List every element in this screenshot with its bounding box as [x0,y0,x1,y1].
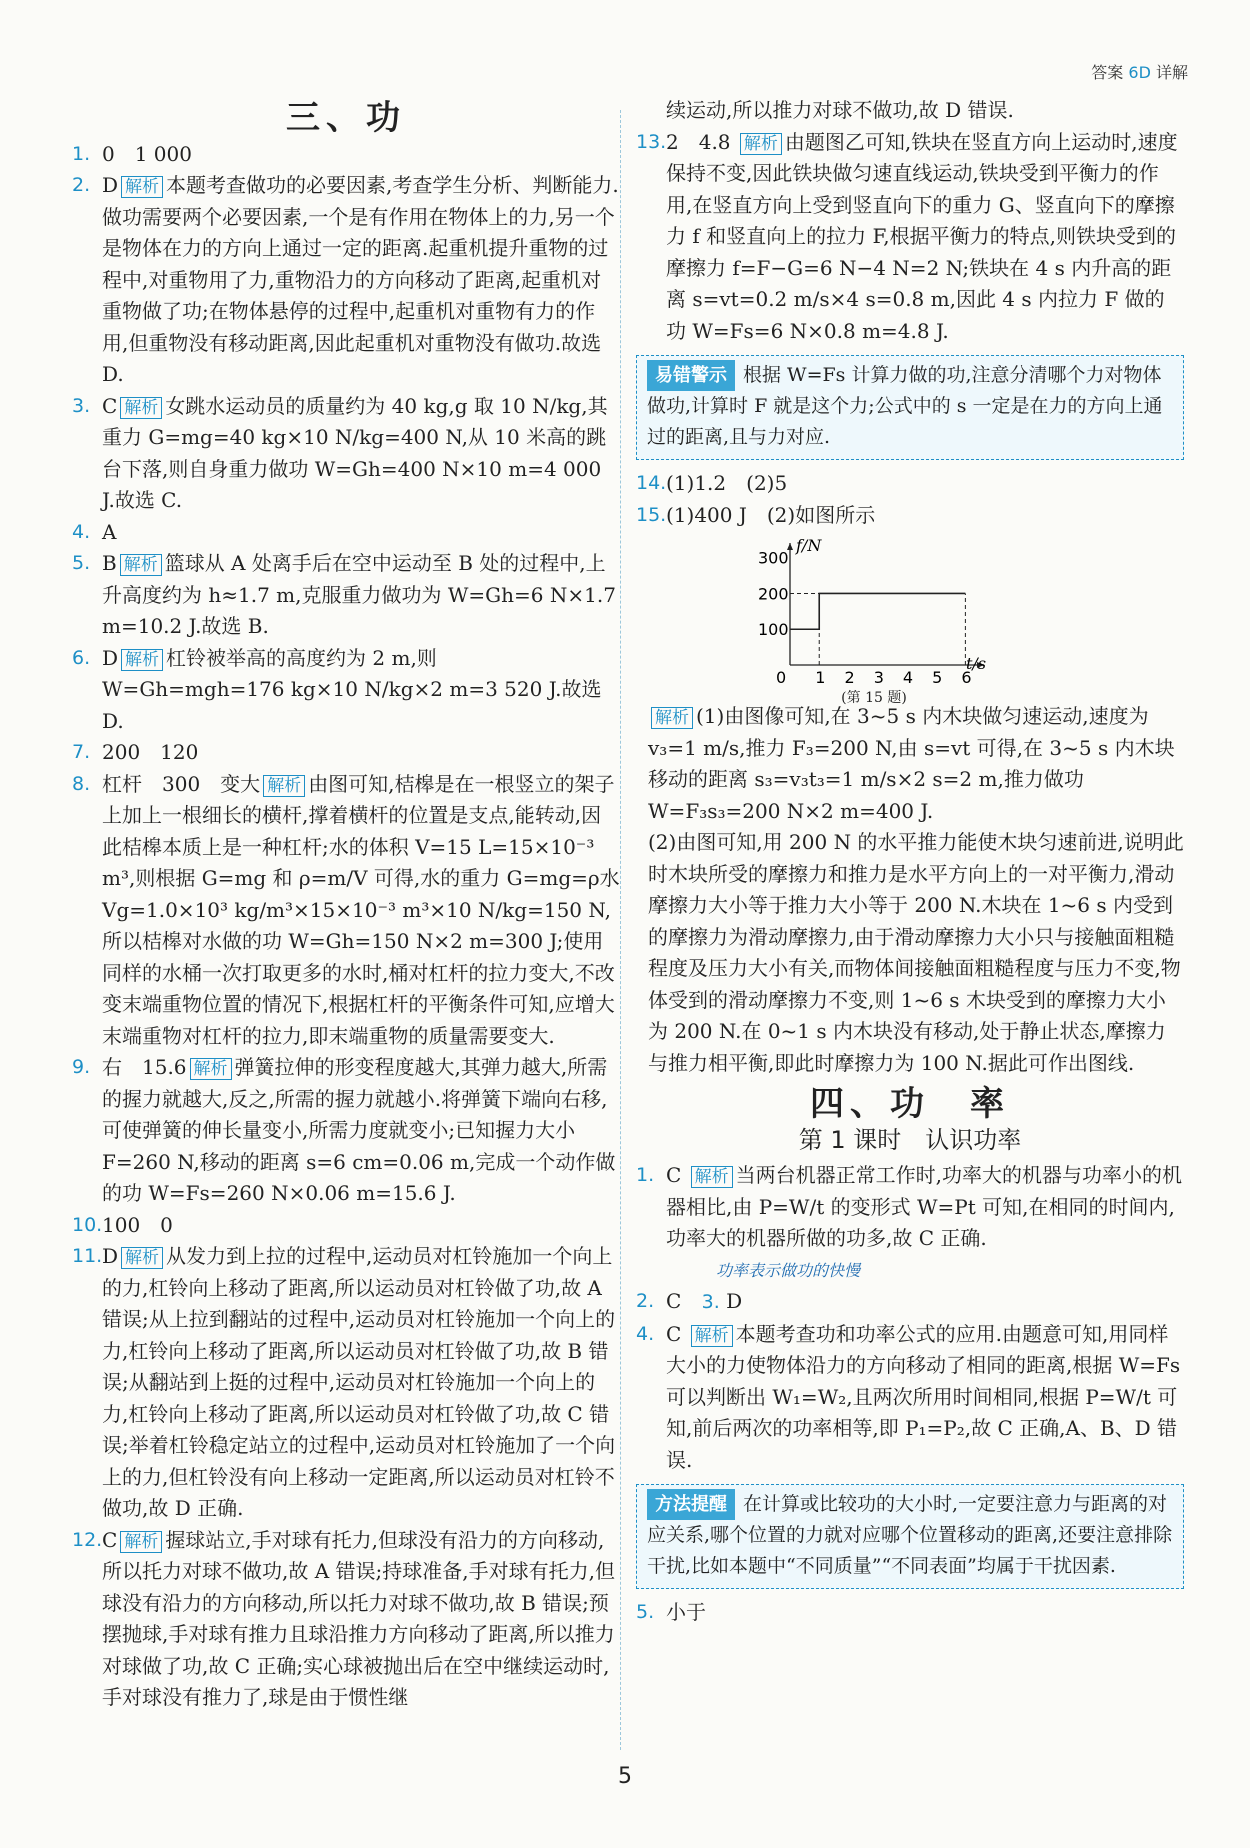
power-answer-5: 5. 小于 [636,1600,706,1624]
y-tick-label: 300 [758,548,789,568]
answer-item: 3. C 解析 女跳水运动员的质量约为 40 kg,g 取 10 N/kg,其重力 G=mg=40 kg×10 N/kg=400 N,从 10 米高的跳台下落,则自身重力做功 W=Gh=400 N×10 m=4 000 J.故选 C. [72,393,608,512]
power-answer-1: 1. C 解析 当两台机器正常工作时,功率大的机器与功率小的机器相比,由 P=W/t 的变形式 W=Pt 可知,在相同的时间内,功率大的机器所做的功多,故 C 正确. [636,1163,1183,1250]
x-tick-label: 2 [844,668,855,687]
analysis-tag: 解析 [691,1166,733,1188]
chart-caption: (第 15 题) [841,690,907,706]
analysis-tag: 解析 [120,1531,162,1553]
left-answer-list [72,139,620,1714]
answer-14: 14. (1)1.2 (2)5 [636,471,788,495]
x-axis-label: t/s [966,654,987,673]
answer-item: 6. D 解析 杠铃被举高的高度约为 2 m,则 W=Gh=mgh=176 kg×10 N/kg×2 m=3 520 J.故选 D. [72,645,602,733]
analysis-tag: 解析 [651,707,693,729]
answer-15-analysis-2: (2)由图可知,用 200 N 的水平推力能使木块匀速前进,说明此时木块所受的摩擦力和推力是水平方向上的一对平衡力,滑动摩擦力大小等于推力大小等于 200 N.木块在 1~6 s 内受到的摩擦力为滑动摩擦力,由于滑动摩擦力大小只与接触面粗糙程度及压力大小有关,而物体间接触面粗糙程度与压力不变,物体受到的滑动摩擦力不变,则 1~6 s 木块受到的摩擦力大小为 200 N.在 0~1 s 内木块没有移动,处于静止状态,摩擦力与推力相平衡,即此时摩擦力为 100 N.据此可作出图线. [648,830,1184,1075]
header-title: 详解 [1155,63,1188,82]
answer-item: 7. 200 120 [72,740,199,764]
power-answers-2-3: 2. C 3. D [636,1289,743,1313]
answer-13: 13. 2 4.8 解析 由题图乙可知,铁块在竖直方向上运动时,速度保持不变,因此铁块做匀速直线运动,铁块受到平衡力的作用,在竖直方向上受到竖直向下的重力 G、竖直向下的摩擦力 f 和竖直向上的拉力 F,根据平衡力的特点,则铁块受到的摩擦力 f=F−G=6 N−4 N=2 N;铁块在 4 s 内升高的距离 s=vt=0.2 m/s×4 s=0.8 m,因此 4 s 内拉力 F 做的功 W=Fs=6 N×0.8 m=4.8 J. [636,129,1178,343]
x-tick-label: 1 [815,668,826,687]
analysis-tag: 解析 [120,397,162,419]
analysis-tag: 解析 [121,176,163,198]
analysis-tag: 解析 [121,1247,163,1269]
answer-item: 5. B 解析 篮球从 A 处离手后在空中运动至 B 处的过程中,上升高度约为 h≈1.7 m,克服重力做功为 W=Gh=6 N×1.7 m=10.2 J.故选 B. [72,551,616,638]
analysis-tag: 解析 [190,1058,232,1080]
answer-item: 4. A [72,519,117,544]
x-tick-label: 0 [776,668,787,687]
handwritten-note: 功率表示做功的快慢 [716,1260,861,1280]
answer-item: 11. D 解析 从发力到上拉的过程中,运动员对杠铃施加一个向上的力,杠铃向上移动了距离,所以运动员对杠铃做了功,故 A 错误;从上拉到翻站的过程中,运动员对杠铃施加一个向上的力,杠铃向上移动了距离,所以运动员对杠铃做了功,故 B 错误;从翻站到上挺的过程中,运动员对杠铃施加一个向上的力,杠铃向上移动了距离,所以运动员对杠铃做了功,故 C 错误;举着杠铃稳定站立的过程中,运动员对杠铃施加了一个向上的力,但杠铃没有向上移动一定距离,所以运动员对杠铃不做功,故 D 正确. [72,1244,616,1520]
answer-item: 1. 0 1 000 [72,141,192,166]
series-line-friction [790,593,965,629]
section-title-work: 三、功 [286,98,406,138]
x-tick-label: 4 [902,668,914,687]
power-answer-4: 4. C 解析 本题考查功和功率公式的应用.由题意可知,用同样大小的力使物体沿力的方向移动了相同的距离,根据 W=Fs 可以判断出 W₁=W₂,且两次所用时间相同,根据 P=W/t 可知,前后两次的功率相等,即 P₁=P₂,故 C 正确,A、B、D 错误. [636,1321,1181,1472]
answer-item: 10. 100 0 [72,1212,173,1237]
y-tick-label: 200 [758,584,789,604]
column-divider [620,110,621,1750]
answer-item: 8. 杠杆 300 变大 解析 由图可知,桔槔是在一根竖立的架子上加上一根细长的横杆,撑着横杆的位置是支点,能转动,因此桔槔本质上是一种杠杆;水的体积 V=15 L=15×10⁻³ m³,则根据 G=mg 和 ρ=m/V 可得,水的重力 G=mg=ρ水Vg=1.0×10³ kg/m³×15×10⁻³ m³×10 N/kg=150 N,所以桔槔对水做的功 W=Gh=150 N×2 m=300 J;使用同样的水桶一次打取更多的水时,桶对杠杆的拉力变大,不改变末端重物位置的情况下,根据杠杆的平衡条件可知,应增大末端重物对杠杆的拉力,即末端重物的质量需要变大. [72,771,620,1048]
answer-item: 12. C 解析 握球站立,手对球有托力,但球没有沿力的方向移动,所以托力对球不做功,故 A 错误;持球准备,手对球有托力,但球没有沿力的方向移动,所以托力对球不做功,故 B 错误;预摆抛球,手对球有推力且球沿推力方向移动了距离,所以推力对球做了功,故 C 正确;实心球被抛出后在空中继续运动时,手对球没有推力了,球是由于惯性继 [72,1527,615,1709]
x-tick-label: 5 [932,668,943,687]
lesson-title: 第 1 课时 认识功率 [798,1125,1022,1154]
warning-label: 易错警示 [647,360,735,391]
header-brand: 答案 [1091,63,1124,82]
section-title-power: 四、功 率 [810,1084,1010,1124]
right-column [636,95,1184,1629]
page-number: 5 [618,1764,632,1789]
reminder-label: 方法提醒 [647,1489,735,1520]
y-axis-label: f/N [796,537,822,555]
page-header [1091,60,1188,83]
chart-svg [754,537,994,687]
x-tick-label: 6 [961,668,972,687]
x-tick-label: 3 [873,668,884,687]
answer-15: 15. (1)400 J (2)如图所示 [636,502,876,527]
answer-item: 2. D 解析 本题考查做功的必要因素,考查学生分析、判断能力.做功需要两个必要因素,一个是有作用在物体上的力,另一个是物体在力的方向上通过一定的距离.起重机提升重物的过程中,对重物用了力,重物沿力的方向移动了距离,起重机对重物做了功;在物体悬停的过程中,起重机对重物有力的作用,但重物没有移动距离,因此起重机对重物没有做功.故选 D. [72,173,619,386]
analysis-tag: 解析 [740,133,782,155]
error-warning-box: 易错警示 根据 W=Fs 计算力做的功,注意分清哪个力对物体做功,计算时 F 就是这个力;公式中的 s 一定是在力的方向上通过的距离,且与力对应. [636,355,1184,460]
answer-12-continued: 续运动,所以推力对球不做功,故 D 错误. [666,98,1014,122]
y-tick-label: 100 [758,620,789,640]
analysis-tag: 解析 [263,775,305,797]
header-brand-suffix: 6D [1128,63,1151,82]
method-reminder-box: 方法提醒 在计算或比较功的大小时,一定要注意力与距离的对应关系,哪个位置的力就对应哪个位置移动的距离,还要注意排除干扰,比如本题中“不同质量”“不同表面”均属于干扰因素. [636,1484,1184,1589]
answer-item: 9. 右 15.6 解析 弹簧拉伸的形变程度越大,其弹力越大,所需的握力就越大,反之,所需的握力就越小.将弹簧下端向右移,可使弹簧的伸长量变小,所需力度就变小;已知握力大小 F=260 N,移动的距离 s=6 cm=0.06 m,完成一个动作做的功 W=Fs=260 N×0.06 m=15.6 J. [72,1055,616,1205]
analysis-tag: 解析 [121,649,163,671]
friction-time-chart [754,537,994,706]
answer-15-analysis: 解析 (1)由图像可知,在 3~5 s 内木块做匀速运动,速度为 v₃=1 m/s,推力 F₃=200 N,由 s=vt 可得,在 3~5 s 内木块移动的距离 s₃=v₃t₃=1 m/s×2 s=2 m,推力做功 W=F₃s₃=200 N×2 m=400 J. [648,704,1175,823]
analysis-tag: 解析 [691,1325,733,1347]
analysis-tag: 解析 [120,554,162,576]
left-column [72,95,620,1714]
